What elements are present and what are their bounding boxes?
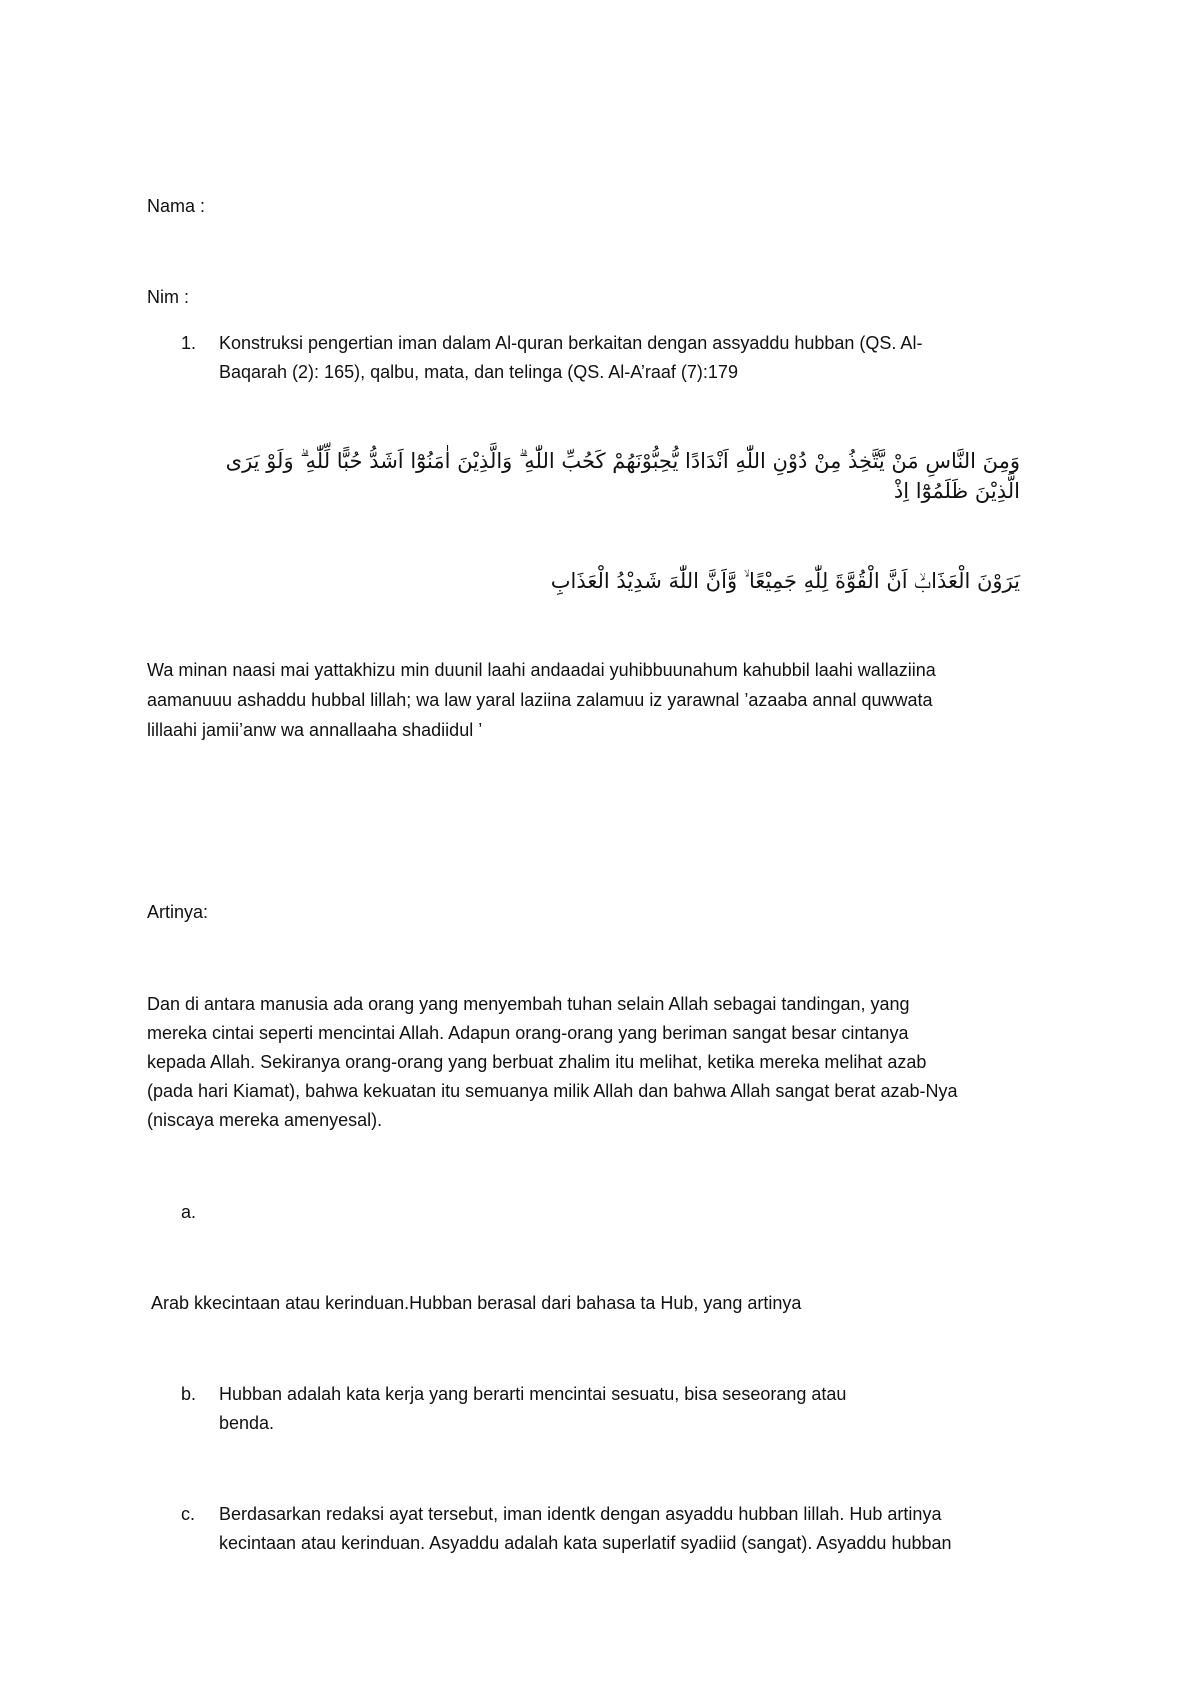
translation-heading: Artinya: [147, 902, 209, 922]
transliteration-line-3: lillaahi jamii’anw wa annallaaha shadiidul ’ [147, 720, 483, 740]
item-a-marker: a. [181, 1202, 197, 1222]
item-b-marker: b. [181, 1384, 197, 1404]
item-c-line-2: kecintaan atau kerinduan. Asyaddu adalah kata superlatif syadiid (sangat). Asyaddu hubban [219, 1533, 952, 1553]
item-b-line-1: Hubban adalah kata kerja yang berarti mencintai sesuatu, bisa seseorang atau [219, 1384, 847, 1404]
transliteration-line-2: aamanuuu ashaddu hubbal lillah; wa law yaral laziina zalamuu iz yarawnal ’azaaba annal quwwata [147, 690, 933, 710]
translation-line-3: kepada Allah. Sekiranya orang-orang yang berbuat zhalim itu melihat, ketika mereka melihat azab [147, 1052, 927, 1072]
arabic-verse-line-2: الَّذِيْنَ ظَلَمُوْٓا اِذْ [893, 479, 1020, 503]
question-1-line-1: Konstruksi pengertian iman dalam Al-quran berkaitan dengan assyaddu hubban (QS. Al- [219, 333, 923, 353]
arabic-verse-line-3: يَرَوْنَ الْعَذَابَۙ اَنَّ الْقُوَّةَ لِلّٰهِ جَمِيْعًا ۙ وَّاَنَّ اللّٰهَ شَدِيْدُ الْعَذَابِ [550, 569, 1020, 593]
arabic-verse-line-1: وَمِنَ النَّاسِ مَنْ يَّتَّخِذُ مِنْ دُوْنِ اللّٰهِ اَنْدَادًا يُّحِبُّوْنَهُمْ كَحُبِّ اللّٰهِ ۗ وَالَّذِيْنَ اٰمَنُوْٓا اَشَدُّ حُبًّا لِّلّٰهِ ۗ وَلَوْ يَرَى [225, 449, 1020, 473]
item-c-marker: c. [181, 1504, 196, 1524]
translation-line-1: Dan di antara manusia ada orang yang menyembah tuhan selain Allah sebagai tandingan, yang [147, 994, 910, 1014]
item-c-line-1: Berdasarkan redaksi ayat tersebut, iman identk dengan asyaddu hubban lillah. Hub artinya [219, 1504, 942, 1524]
item-b-line-2: benda. [219, 1413, 275, 1433]
item-a-text: Arab kkecintaan atau kerinduan.Hubban berasal dari bahasa ta Hub, yang artinya [147, 1293, 802, 1313]
translation-line-5: (niscaya mereka amenyesal). [147, 1110, 383, 1130]
question-1-line-2: Baqarah (2): 165), qalbu, mata, dan telinga (QS. Al-A’raaf (7):179 [219, 362, 738, 382]
transliteration-line-1: Wa minan naasi mai yattakhizu min duunil laahi andaadai yuhibbuunahum kahubbil laahi wallaziina [147, 660, 936, 680]
translation-line-4: (pada hari Kiamat), bahwa kekuatan itu semuanya milik Allah dan bahwa Allah sangat berat azab-Nya [147, 1081, 958, 1101]
translation-line-2: mereka cintai seperti mencintai Allah. Adapun orang-orang yang beriman sangat besar cintanya [147, 1023, 909, 1043]
question-1-number: 1. [181, 333, 197, 353]
nim-label: Nim : [147, 287, 189, 307]
name-label: Nama : [147, 196, 206, 216]
